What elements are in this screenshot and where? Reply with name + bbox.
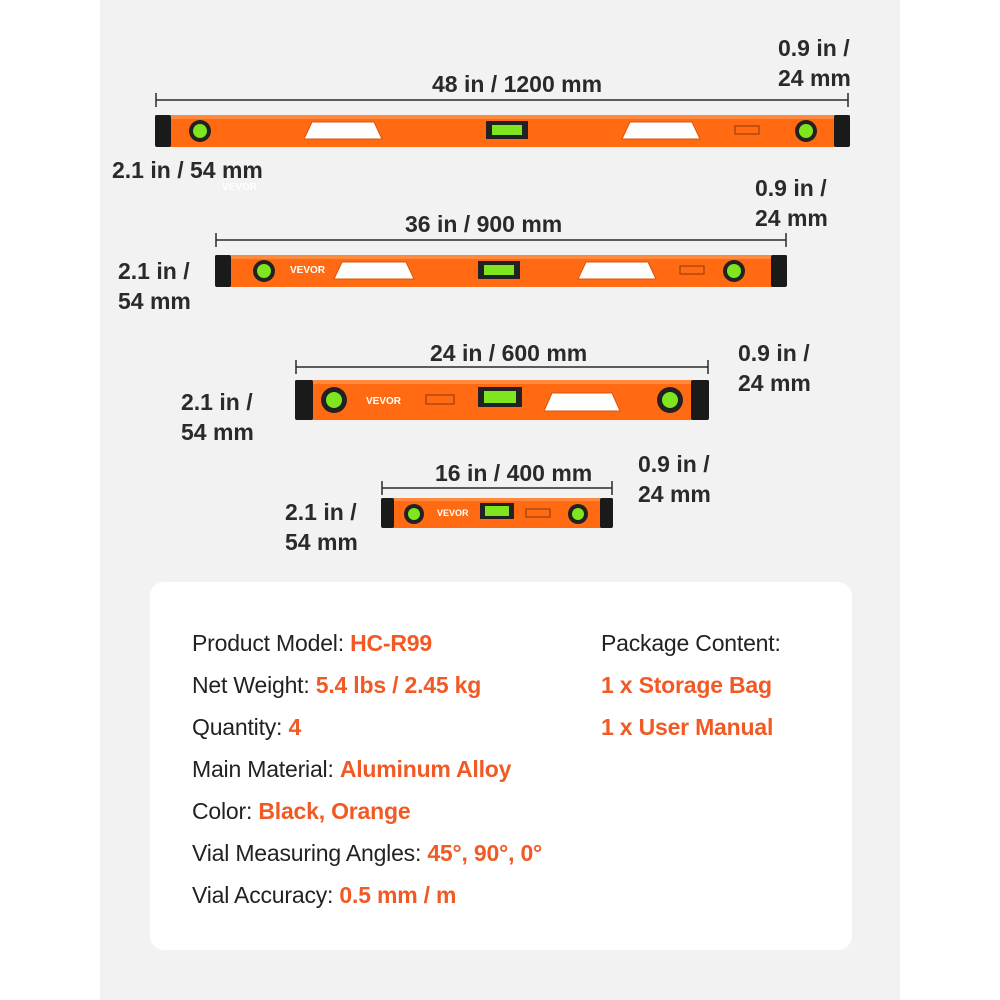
thickness-label-line1: 0.9 in /	[778, 35, 850, 61]
spec-value: Aluminum Alloy	[339, 756, 512, 782]
brand-logo: VEVOR	[437, 508, 469, 518]
height-label-line2: 54 mm	[285, 529, 358, 555]
length-label: 48 in / 1200 mm	[432, 71, 603, 97]
length-label: 36 in / 900 mm	[405, 211, 563, 237]
height-label-line2: 54 mm	[118, 288, 191, 314]
thickness-label-line2: 24 mm	[738, 370, 811, 396]
spec-value: 5.4 lbs / 2.45 kg	[315, 672, 482, 698]
thickness-label-line2: 24 mm	[638, 481, 711, 507]
spec-label: Vial Measuring Angles:	[192, 840, 428, 866]
thickness-label-line1: 0.9 in /	[738, 340, 810, 366]
height-label-line2: 54 mm	[181, 419, 254, 445]
length-label: 16 in / 400 mm	[435, 460, 593, 486]
thickness-label-line2: 24 mm	[755, 205, 828, 231]
spec-card	[150, 582, 852, 950]
spec-color	[192, 797, 410, 825]
spec-main-material	[192, 755, 511, 783]
brand-logo: VEVOR	[290, 265, 326, 276]
height-label: 2.1 in / 54 mm	[112, 157, 263, 183]
spec-vial-accuracy	[192, 881, 456, 909]
thickness-label-line2: 24 mm	[778, 65, 851, 91]
length-label: 24 in / 600 mm	[430, 340, 588, 366]
spec-vial-angles	[192, 839, 542, 867]
spec-label: Quantity:	[192, 714, 289, 740]
package-item: 1 x Storage Bag	[601, 672, 772, 698]
thickness-label-line1: 0.9 in /	[638, 451, 710, 477]
brand-logo: VEVOR	[366, 396, 402, 407]
spec-label: Main Material:	[192, 756, 340, 782]
spec-label: Color:	[192, 798, 259, 824]
spec-label: Net Weight:	[192, 672, 316, 698]
spec-value: HC-R99	[350, 630, 432, 656]
spec-value: Black, Orange	[258, 798, 411, 824]
spec-label: Product Model:	[192, 630, 351, 656]
spec-value: 0.5 mm / m	[339, 882, 457, 908]
package-content-title: Package Content:	[601, 630, 781, 656]
spec-product-model	[192, 629, 432, 657]
spec-label: Vial Accuracy:	[192, 882, 340, 908]
spec-quantity	[192, 713, 301, 741]
brand-logo: VEVOR	[222, 182, 258, 193]
spec-value: 4	[288, 714, 302, 740]
height-label-line1: 2.1 in /	[181, 389, 253, 415]
height-label-line1: 2.1 in /	[285, 499, 357, 525]
spec-value: 45°, 90°, 0°	[427, 840, 543, 866]
height-label-line1: 2.1 in /	[118, 258, 190, 284]
thickness-label-line1: 0.9 in /	[755, 175, 827, 201]
spec-net-weight	[192, 671, 481, 699]
package-item: 1 x User Manual	[601, 714, 774, 740]
